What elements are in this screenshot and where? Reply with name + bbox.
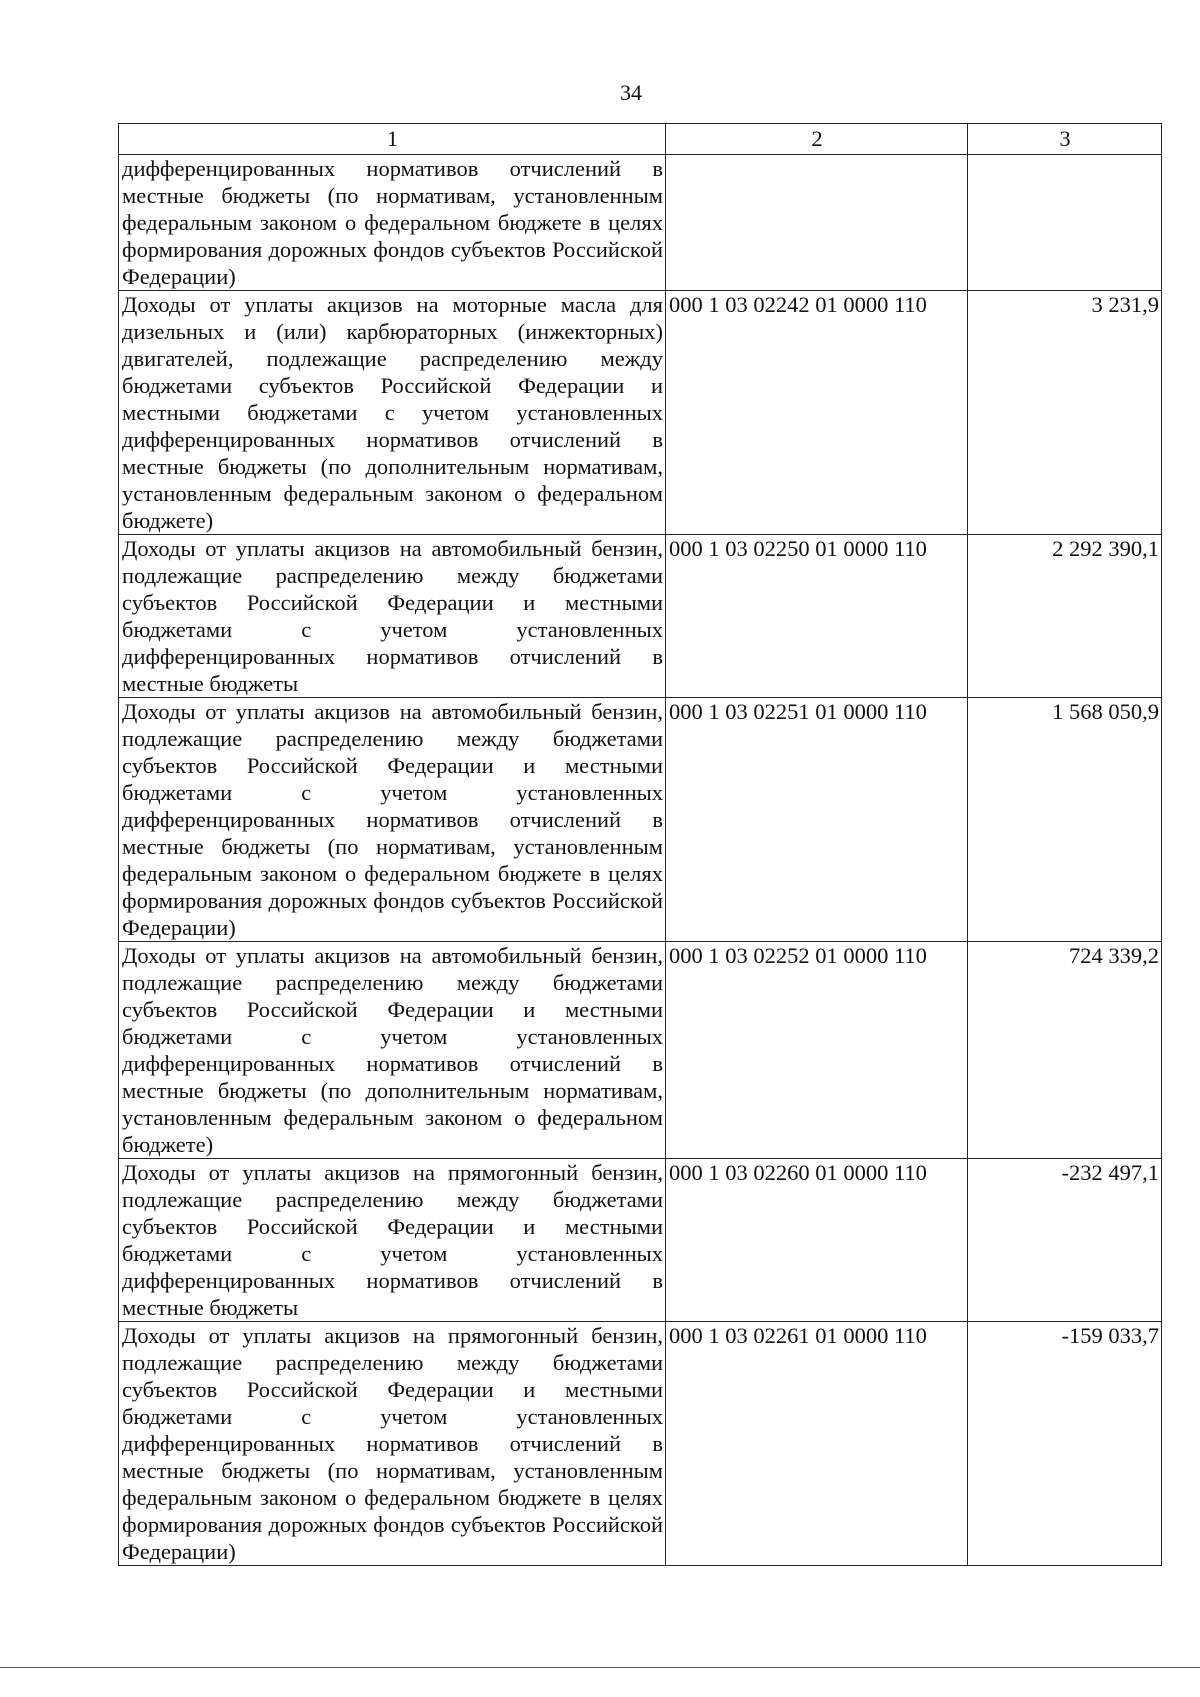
row-code: 000 1 03 02251 01 0000 110 [666, 698, 968, 942]
row-description: Доходы от уплаты акцизов на автомобильный бензин, подлежащие распределению между бюджетами субъектов Российской Федерации и местными бюджетами с учетом установленных дифференцированных нормативов отчислений в местные бюджеты (по нормативам, установленным федеральным законом о федеральном бюджете в целях формирования дорожных фондов субъектов Российской Федерации) [119, 698, 666, 942]
row-code: 000 1 03 02261 01 0000 110 [666, 1322, 968, 1566]
row-amount: -159 033,7 [968, 1322, 1162, 1566]
table-row [119, 1322, 1162, 1566]
column-header-2: 2 [666, 124, 968, 155]
table-row [119, 535, 1162, 698]
column-header-3: 3 [968, 124, 1162, 155]
row-code: 000 1 03 02242 01 0000 110 [666, 291, 968, 535]
row-code [666, 155, 968, 291]
row-description: дифференцированных нормативов отчислений в местные бюджеты (по нормативам, установленным федеральным законом о федеральном бюджете в целях формирования дорожных фондов субъектов Российской Федерации) [119, 155, 666, 291]
row-description: Доходы от уплаты акцизов на прямогонный бензин, подлежащие распределению между бюджетами субъектов Российской Федерации и местными бюджетами с учетом установленных дифференцированных нормативов отчислений в местные бюджеты (по нормативам, установленным федеральным законом о федеральном бюджете в целях формирования дорожных фондов субъектов Российской Федерации) [119, 1322, 666, 1566]
column-header-1: 1 [119, 124, 666, 155]
row-description: Доходы от уплаты акцизов на автомобильный бензин, подлежащие распределению между бюджетами субъектов Российской Федерации и местными бюджетами с учетом установленных дифференцированных нормативов отчислений в местные бюджеты [119, 535, 666, 698]
table-row [119, 1159, 1162, 1322]
row-amount: 2 292 390,1 [968, 535, 1162, 698]
row-description: Доходы от уплаты акцизов на прямогонный бензин, подлежащие распределению между бюджетами субъектов Российской Федерации и местными бюджетами с учетом установленных дифференцированных нормативов отчислений в местные бюджеты [119, 1159, 666, 1322]
row-amount: 1 568 050,9 [968, 698, 1162, 942]
row-code: 000 1 03 02250 01 0000 110 [666, 535, 968, 698]
table-row [119, 942, 1162, 1159]
budget-revenue-table [118, 123, 1162, 1566]
table-row [119, 698, 1162, 942]
row-amount [968, 155, 1162, 291]
row-description: Доходы от уплаты акцизов на автомобильный бензин, подлежащие распределению между бюджетами субъектов Российской Федерации и местными бюджетами с учетом установленных дифференцированных нормативов отчислений в местные бюджеты (по дополнительным нормативам, установленным федеральным законом о федеральном бюджете) [119, 942, 666, 1159]
row-amount: -232 497,1 [968, 1159, 1162, 1322]
row-code: 000 1 03 02260 01 0000 110 [666, 1159, 968, 1322]
table-header-row [119, 124, 1162, 155]
row-amount: 724 339,2 [968, 942, 1162, 1159]
footer-divider [0, 1667, 1200, 1668]
row-description: Доходы от уплаты акцизов на моторные масла для дизельных и (или) карбюраторных (инжекторных) двигателей, подлежащие распределению между бюджетами субъектов Российской Федерации и местными бюджетами с учетом установленных дифференцированных нормативов отчислений в местные бюджеты (по дополнительным нормативам, установленным федеральным законом о федеральном бюджете) [119, 291, 666, 535]
table-row [119, 291, 1162, 535]
page-number: 34 [620, 80, 642, 105]
row-code: 000 1 03 02252 01 0000 110 [666, 942, 968, 1159]
row-amount: 3 231,9 [968, 291, 1162, 535]
table-row [119, 155, 1162, 291]
